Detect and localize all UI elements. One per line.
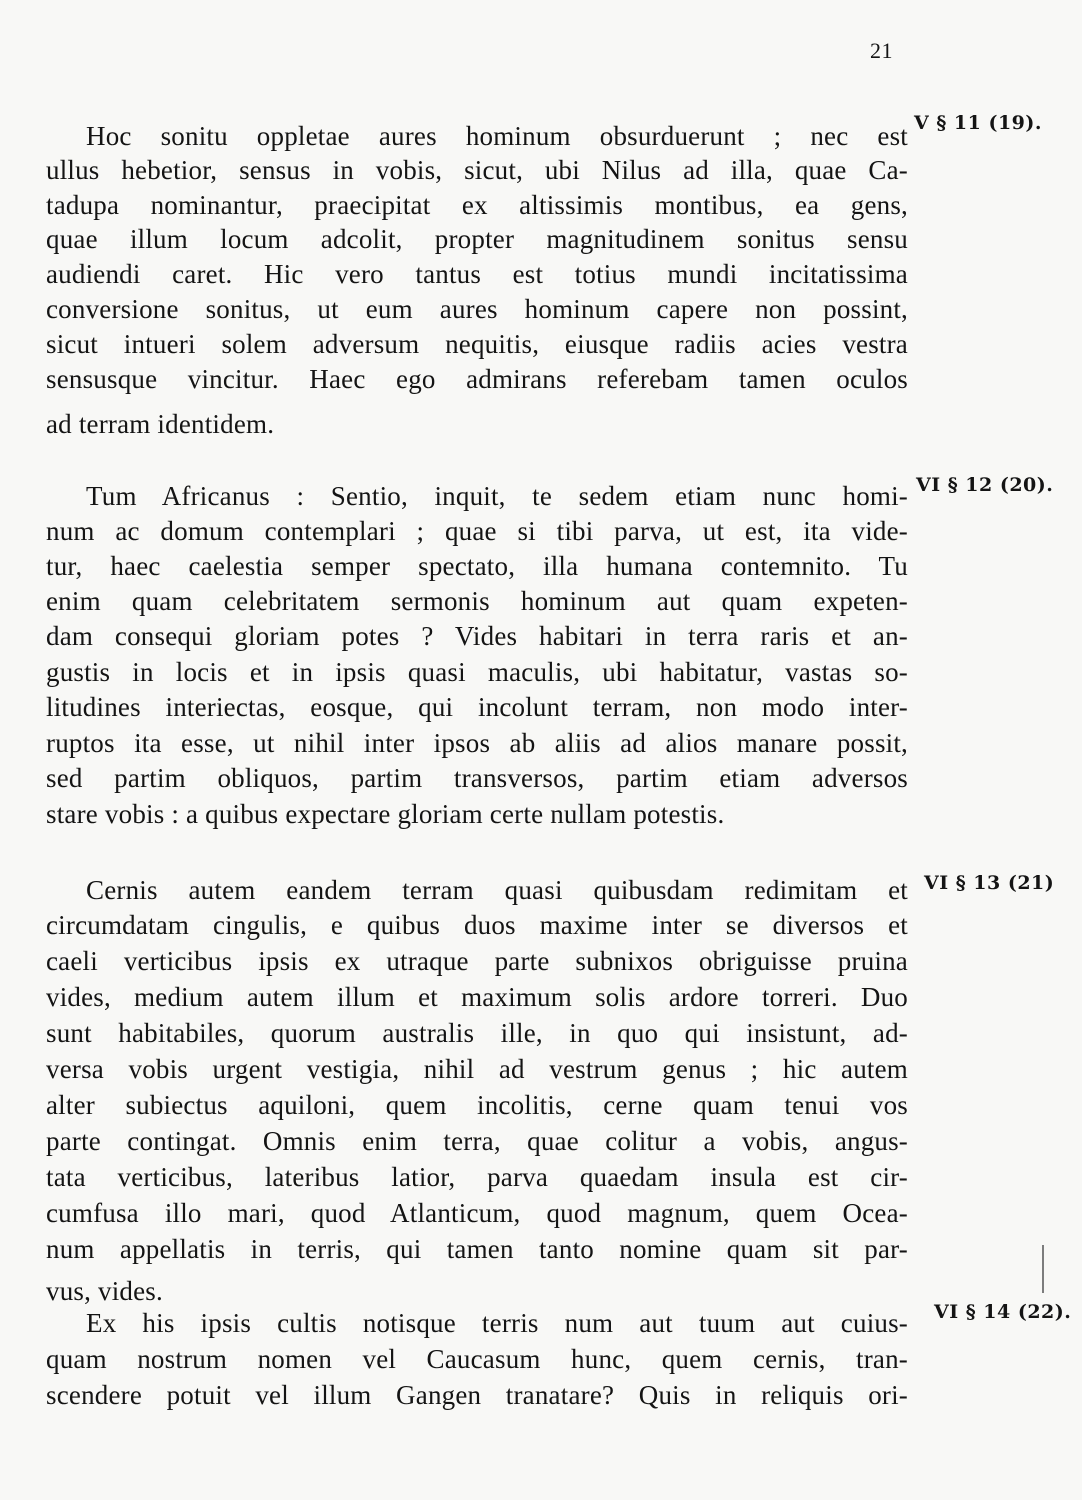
- paragraph-line: conversione sonitus, ut eum aures hominum capere non possint,: [46, 294, 908, 324]
- paragraph-line: sunt habitabiles, quorum australis ille, in quo qui insistunt, ad-: [46, 1018, 908, 1048]
- paragraph-line: circumdatam cingulis, e quibus duos maxime inter se diversos et: [46, 910, 908, 940]
- paragraph-line: vides, medium autem illum et maximum solis ardore torreri. Duo: [46, 982, 908, 1012]
- margin-reference-3: VI § 13 (21): [924, 872, 1055, 894]
- paragraph-line: tur, haec caelestia semper spectato, illa humana contemnito. Tu: [46, 551, 908, 581]
- paragraph-line: gustis in locis et in ipsis quasi maculis, ubi habitatur, vastas so-: [46, 657, 908, 687]
- paragraph-line: cumfusa illo mari, quod Atlanticum, quod magnum, quem Ocea-: [46, 1198, 908, 1228]
- paragraph-line: sensusque vincitur. Haec ego admirans referebam tamen oculos: [46, 364, 908, 394]
- paragraph-line: quae illum locum adcolit, propter magnitudinem sonitus sensu: [46, 224, 908, 254]
- paragraph-line: caeli verticibus ipsis ex utraque parte subnixos obriguisse pruina: [46, 946, 908, 976]
- paragraph-line: sicut intueri solem adversum nequitis, eiusque radiis acies vestra: [46, 329, 908, 359]
- margin-reference-4: VI § 14 (22).: [934, 1301, 1072, 1323]
- paragraph-line: scendere potuit vel illum Gangen tranatare? Quis in reliquis ori-: [46, 1380, 908, 1410]
- paragraph-line: versa vobis urgent vestigia, nihil ad vestrum genus ; hic autem: [46, 1054, 908, 1084]
- paragraph-line: Tum Africanus : Sentio, inquit, te sedem etiam nunc homi-: [86, 481, 908, 511]
- paragraph-line: dam consequi gloriam potes ? Vides habitari in terra raris et an-: [46, 621, 908, 651]
- paragraph-line: enim quam celebritatem sermonis hominum aut quam expeten-: [46, 586, 908, 616]
- paragraph-line: tadupa nominantur, praecipitat ex altissimis montibus, ea gens,: [46, 190, 908, 220]
- paragraph-line: Cernis autem eandem terram quasi quibusdam redimitam et: [86, 875, 908, 905]
- paragraph-line: Ex his ipsis cultis notisque terris num aut tuum aut cuius-: [86, 1308, 908, 1338]
- paragraph-line: Hoc sonitu oppletae aures hominum obsurduerunt ; nec est: [86, 121, 908, 151]
- paragraph-line: tata verticibus, lateribus latior, parva quaedam insula est cir-: [46, 1162, 908, 1192]
- page-edge-mark: [1042, 1245, 1044, 1293]
- paragraph-line: num ac domum contemplari ; quae si tibi parva, ut est, ita vide-: [46, 516, 908, 546]
- paragraph-line: vus, vides.: [46, 1276, 163, 1306]
- paragraph-line: litudines interiectas, eosque, qui incolunt terram, non modo inter-: [46, 692, 908, 722]
- paragraph-line: alter subiectus aquiloni, quem incolitis, cerne quam tenui vos: [46, 1090, 908, 1120]
- paragraph-line: quam nostrum nomen vel Caucasum hunc, quem cernis, tran-: [46, 1344, 908, 1374]
- paragraph-line: ad terram identidem.: [46, 409, 275, 439]
- paragraph-line: ruptos ita esse, ut nihil inter ipsos ab aliis ad alios manare possit,: [46, 728, 908, 758]
- paragraph-line: parte contingat. Omnis enim terra, quae colitur a vobis, angus-: [46, 1126, 908, 1156]
- margin-reference-1: V § 11 (19).: [914, 112, 1042, 134]
- margin-reference-2: VI § 12 (20).: [916, 474, 1054, 496]
- paragraph-line: audiendi caret. Hic vero tantus est totius mundi incitatissima: [46, 259, 908, 289]
- paragraph-line: num appellatis in terris, qui tamen tanto nomine quam sit par-: [46, 1234, 908, 1264]
- paragraph-line: ullus hebetior, sensus in vobis, sicut, ubi Nilus ad illa, quae Ca-: [46, 155, 908, 185]
- paragraph-line: sed partim obliquos, partim transversos, partim etiam adversos: [46, 763, 908, 793]
- paragraph-line: stare vobis : a quibus expectare gloriam certe nullam potestis.: [46, 799, 725, 829]
- page-number: 21: [870, 38, 893, 63]
